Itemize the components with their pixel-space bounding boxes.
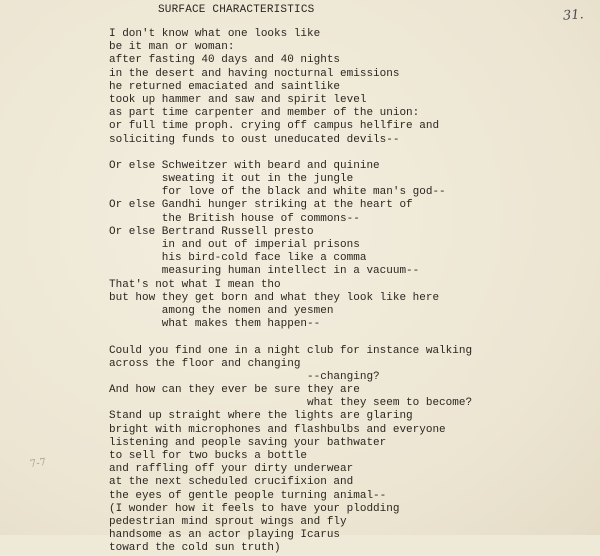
poem-line: soliciting funds to oust uneducated devils-- <box>109 133 400 146</box>
poem-line: listening and people saving your bathwater <box>109 436 387 449</box>
poem-line: for love of the black and white man's god-- <box>109 186 446 199</box>
poem-line: I don't know what one looks like <box>109 28 321 40</box>
poem-line: across the floor and changing <box>109 357 301 370</box>
poem-line: sweating it out in the jungle <box>109 173 354 186</box>
poem-line: measuring human intellect in a vacuum-- <box>109 265 420 278</box>
poem-line: handsome as an actor playing Icarus <box>109 529 341 542</box>
poem-line: in the desert and having nocturnal emissions <box>109 67 400 80</box>
poem-line: be it man or woman: <box>109 41 235 54</box>
poem-line: Or else Gandhi hunger striking at the heart of <box>109 199 413 212</box>
poem-line: Or else Bertrand Russell presto <box>109 225 314 238</box>
poem-title: SURFACE CHARACTERISTICS <box>158 4 315 16</box>
poem-line: in and out of imperial prisons <box>109 239 360 251</box>
poem-line: the eyes of gentle people turning animal-- <box>109 489 387 502</box>
poem-line: Could you find one in a night club for instance walking <box>109 344 473 357</box>
handwritten-page-number: 31. <box>562 7 585 24</box>
poem-line: what makes them happen-- <box>109 318 321 331</box>
poem-line: --changing? <box>109 370 380 383</box>
poem-line: bright with microphones and flashbulbs and everyone <box>109 423 446 436</box>
poem-line: and raffling off your dirty underwear <box>109 463 354 476</box>
poem-line: Or else Schweitzer with beard and quinine <box>109 159 380 172</box>
poem-line: Stand up straight where the lights are glaring <box>109 410 413 423</box>
poem-line: or full time proph. crying off campus hellfire and <box>109 120 440 133</box>
poem-line: the British house of commons-- <box>109 212 360 225</box>
poem-line: pedestrian mind sprout wings and fly <box>109 515 347 528</box>
poem-line: And how can they ever be sure they are <box>109 384 360 397</box>
poem-line: at the next scheduled crucifixion and <box>109 476 354 489</box>
poem-line: among the nomen and yesmen <box>109 304 334 317</box>
poem-line: That's not what I mean tho <box>109 278 281 291</box>
poem-line: (I wonder how it feels to have your plodding <box>109 502 400 515</box>
poem-line: to sell for two bucks a bottle <box>109 450 308 462</box>
poem-line: toward the cold sun truth) <box>109 542 281 555</box>
poem-body <box>109 28 472 556</box>
poem-line: what they seem to become? <box>109 397 473 410</box>
poem-line: his bird-cold face like a comma <box>109 252 367 265</box>
poem-line: as part time carpenter and member of the union: <box>109 107 420 120</box>
poem-line: took up hammer and saw and spirit level <box>109 93 367 106</box>
poem-line <box>109 331 472 344</box>
poem-line: but how they get born and what they look like here <box>109 291 440 304</box>
poem-line: he returned emaciated and saintlike <box>109 80 341 93</box>
pencil-annotation: 7-7 <box>29 456 47 471</box>
poem-line: after fasting 40 days and 40 nights <box>109 54 341 67</box>
poem-line <box>109 147 472 160</box>
